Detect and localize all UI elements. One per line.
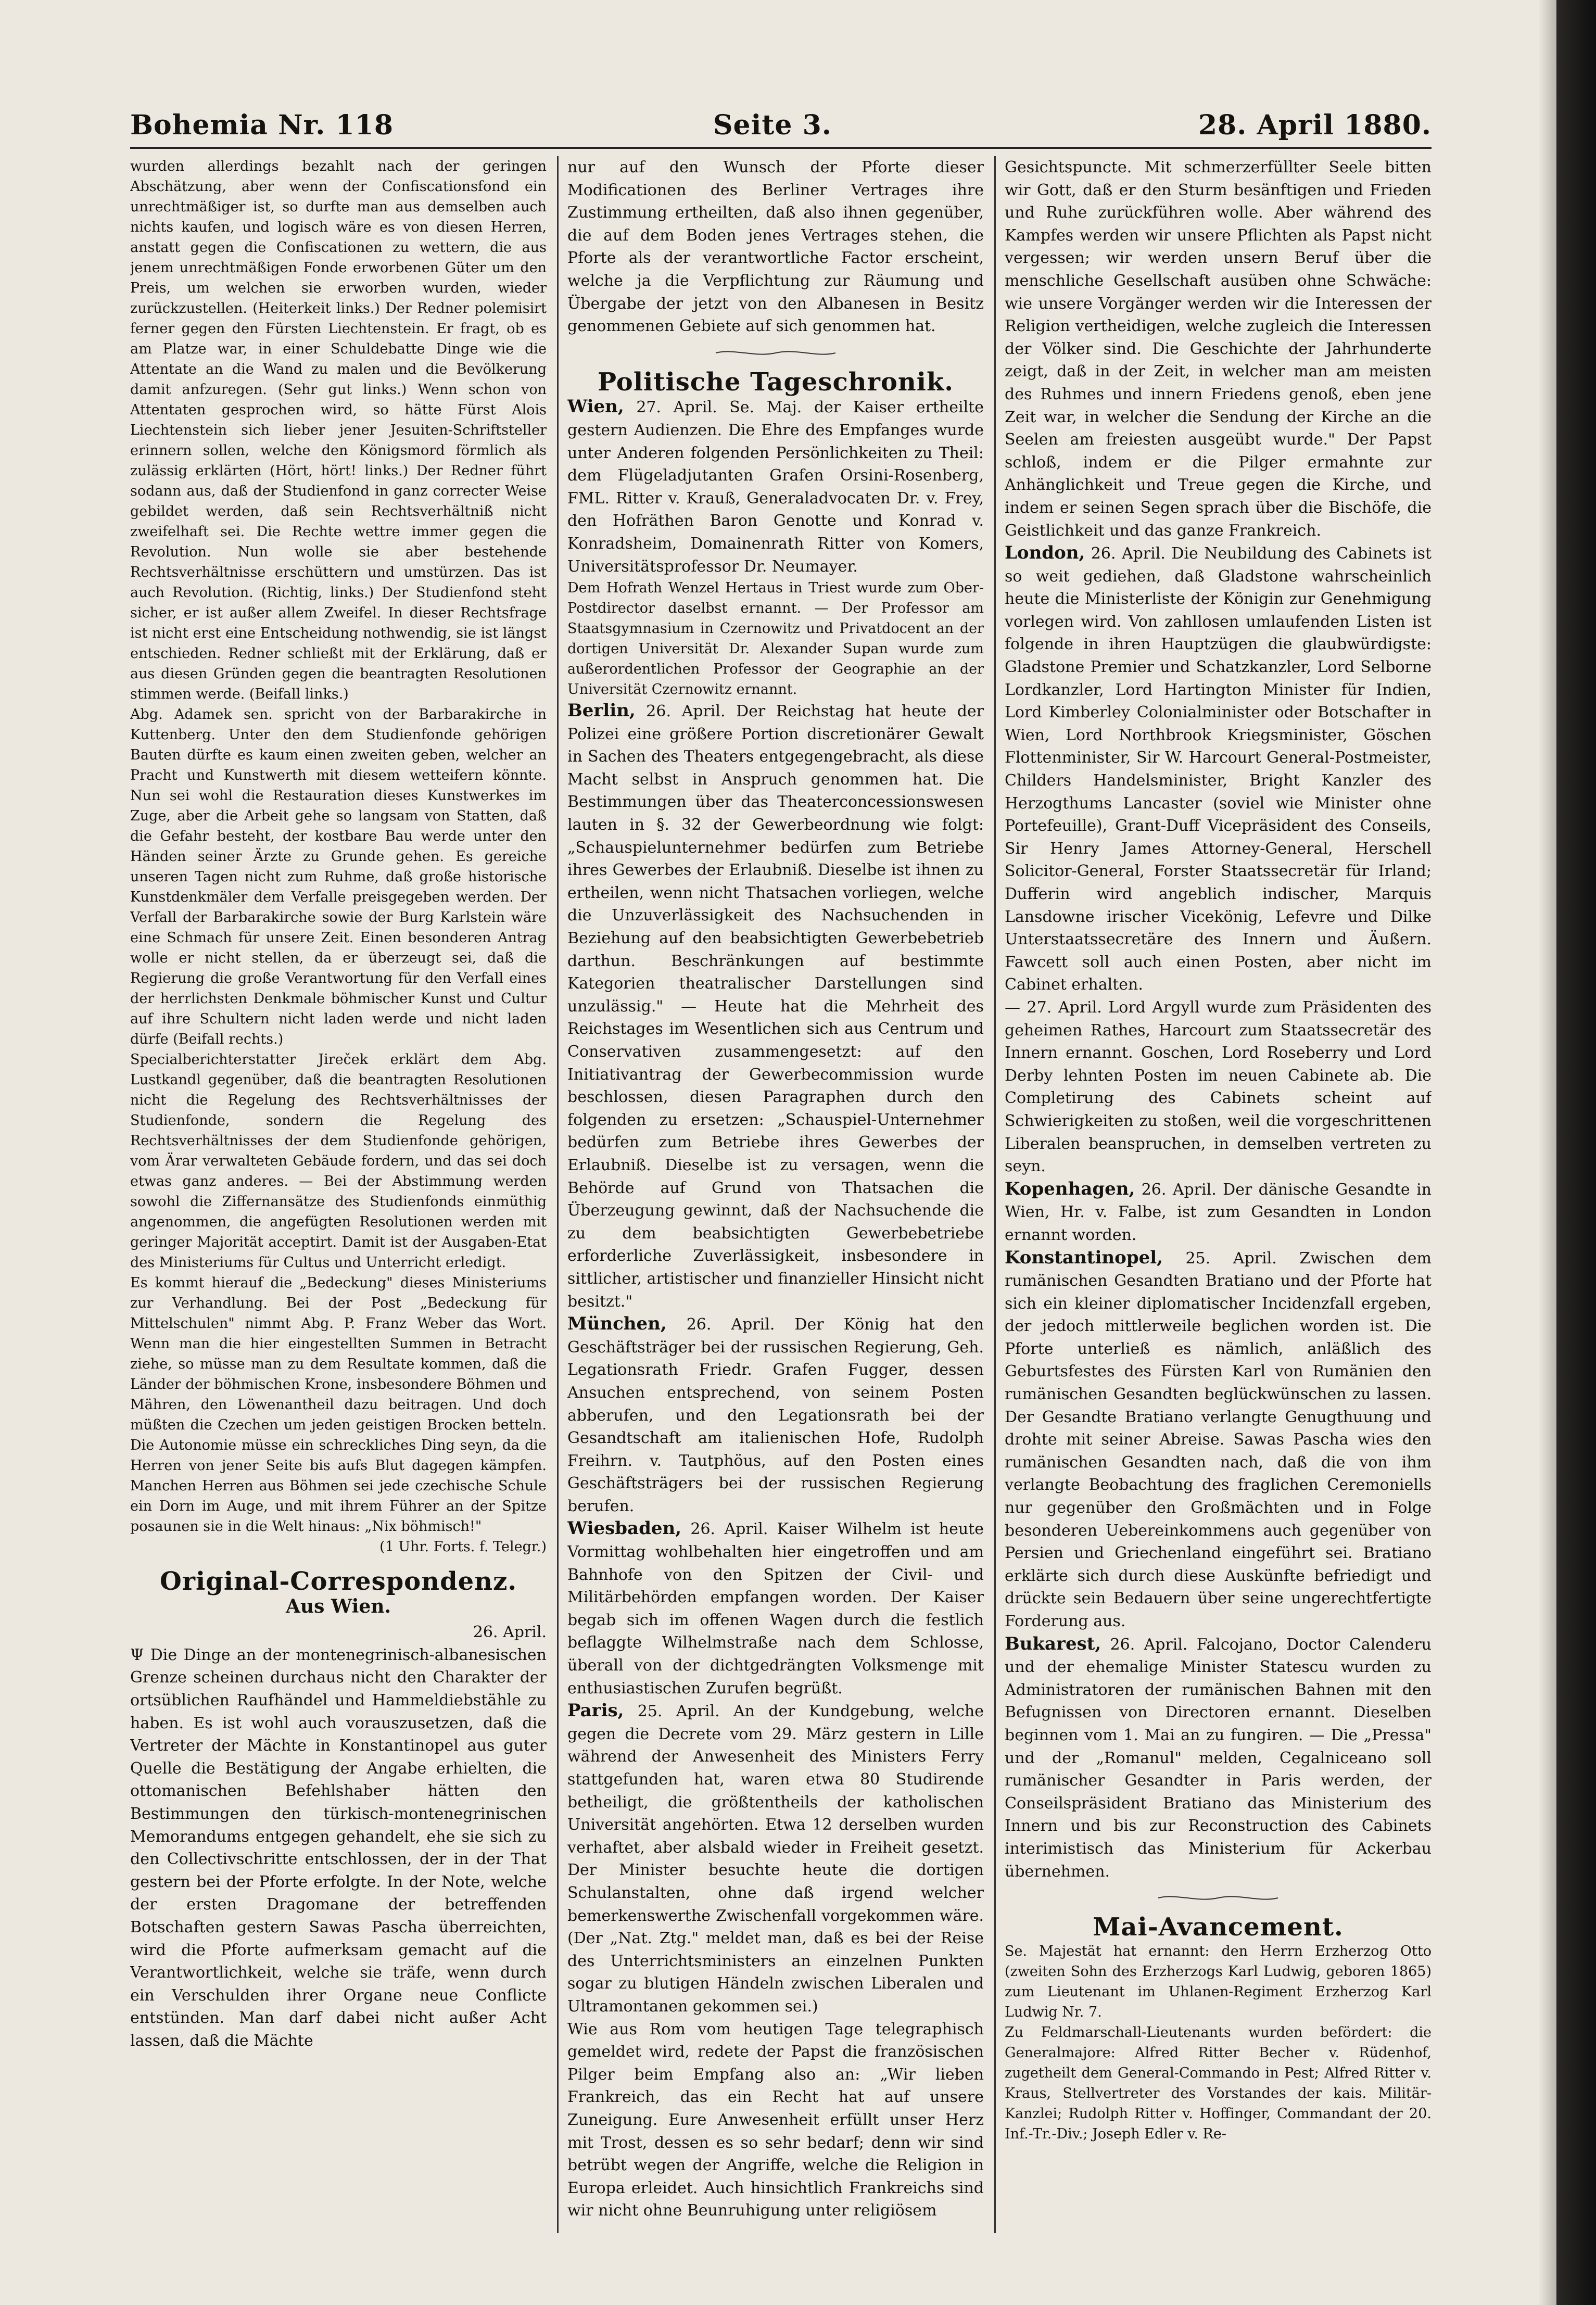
city-vienna: Wien,	[567, 396, 624, 417]
weber-speech: Es kommt hierauf die „Bedeckung" dieses Ministeriums zur Verhandlung. Bei der Post „Bedeckung für Mittelschulen" nimmt Abg. P. Franz Weber das Wort. Wenn man die hier eingestellten Summen in Betracht ziehe, so müsse man zu dem Resultate kommen, daß die Länder der böhmischen Krone, insbesondere Böhmen und Mähren, den Löwenantheil dazu beitragen. Und doch müßten die Czechen um jeden geistigen Brocken betteln. Die Autonomie müsse ein schreckliches Ding seyn, da die Herren von jener Seite bis aufs Blut dagegen kämpfen. Manchen Herren aus Böhmen sei jede czechische Schule ein Dorn im Auge, und mit ihrem Führer an der Spitze posaunen sie in die Welt hinaus: „Nix böhmisch!"	[130, 1275, 547, 1535]
column-divider-1	[557, 156, 559, 2233]
news-copenhagen	[1005, 1178, 1432, 1247]
news-rome: Wie aus Rom vom heutigen Tage telegraphisch gemeldet wird, redete der Papst die französischen Pilger beim Empfang also an: „Wir lieben Frankreich, das ein Recht hat auf unsere Zuneigung. Eure Anwesenheit erfüllt unser Herz mit Trost, dessen es so sehr bedarf; denn wir sind betrübt wegen der Angriffe, welche die Religion in Europa erleidet. Auch hinsichtlich Frankreichs sind wir nicht ohne Beunruhigung unter religiösem	[567, 2020, 984, 2220]
city-copenhagen: Kopenhagen,	[1005, 1178, 1135, 1199]
section-title-political-chronicle: Politische Tageschronik.	[598, 367, 954, 397]
news-london-text: 26. April. Die Neubildung des Cabinets ist so weit gediehen, daß Gladstone wahrscheinlich heute die Ministerliste der Königin zur Genehmigung vorlegen wird. Von zahllosen umlaufenden Listen ist folgende in ihren Hauptzügen die glaubwürdigste: Gladstone Premier und Schatzkanzler, Lord Selborne Lordkanzler, Lord Hartington Minister für Indien, Lord Kimberley Colonialminister oder Botschafter in Wien, Lord Northbrook Kriegsminister, Göschen Flottenminister, Sir W. Harcourt General-Postmeister, Childers Handelsminister, Bright Kanzler des Herzogthums Lancaster (soviel wie Minister ohne Portefeuille), Grant-Duff Vicepräsident des Conseils, Sir Henry James Attorney-General, Herschell Solicitor-General, Forster Staatssecretär für Irland; Dufferin wird angeblich indischer, Marquis Lansdowne irischer Vicekönig, Lefevre und Dilke Unterstaatssecretäre des Innern und Äußern. Fawcett soll auch einen Posten, aber nicht im Cabinet erhalten.	[1005, 544, 1432, 994]
appointments-note: Dem Hofrath Wenzel Hertaus in Triest wurde zum Ober-Postdirector daselbst ernannt. — Der Professor am Staatsgymnasium in Czernowitz und Privatdocent an der dortigen Universität Dr. Alexander Supan wurde zum außerordentlichen Professor der Geographie an der Universität Czernowitz ernannt.	[567, 580, 984, 698]
parliament-report-text: wurden allerdings bezahlt nach der geringen Abschätzung, aber wenn der Confiscationsfond ein unrechtmäßiger ist, so durfte man aus demselben auch nichts kaufen, und logisch wäre es von diesen Herren, anstatt gegen die Confiscationen zu wettern, die aus jenem unrechtmäßigen Fonde erworbenen Güter um den Preis, um welchen sie erworben wurden, wieder zurückzustellen. (Heiterkeit links.) Der Redner polemisirt ferner gegen den Fürsten Liechtenstein. Er fragt, ob es am Platze war, in einer Schuldebatte Dinge wie die Attentate an die Wand zu malen und die Bevölkerung damit anfzuregen. (Sehr gut links.) Wenn schon von Attentaten gesprochen wird, so hätte Fürst Alois Liechtenstein sich lieber jener Jesuiten-Schriftsteller erinnern sollen, welche den Königsmord förmlich als zulässig erklärten (Hört, hört! links.) Der Redner führt sodann aus, daß der Studienfond in ganz correcter Weise gebildet werden, daß sein Rechtsverhältniß nicht zweifelhaft sei. Die Rechte wettre immer gegen die Revolution. Nun wolle sie aber bestehende Rechtsverhältnisse erschüttern und umstürzen. Das ist auch Revolution. (Richtig, links.) Der Studienfond steht sicher, er ist außer allem Zweifel. In dieser Rechtsfrage ist nicht erst eine Entscheidung nothwendig, sie ist längst entschieden. Redner schließt mit der Erklärung, daß er aus diesen Gründen gegen die beantragten Resolutionen stimmen werde. (Beifall links.)	[130, 158, 547, 702]
news-bucharest-text: 26. April. Falcojano, Doctor Calenderu und der ehemalige Minister Statescu wurden zu Administratoren der rumänischen Bahnen mit den Befugnissen von Directoren ernannt. Dieselben beginnen vom 1. Mai an zu fungiren. — Die „Pressa" und der „Romanul" melden, Cegalniceano soll rumänischer Gesandter in Paris werden, der Conseilspräsident Bratiano das Ministerium des Innern und bis zur Reconstruction des Cabinets interimistisch das Ministerium für Ackerbau übernehmen.	[1005, 1635, 1432, 1881]
promotion-list: Zu Feldmarschall-Lieutenants wurden befördert: die Generalmajore: Alfred Ritter Becher v. Rüdenhof, zugetheilt dem General-Commando in Pest; Alfred Ritter v. Kraus, Stellvertreter des Vorstandes der kais. Militär-Kanzlei; Rudolph Ritter v. Hoffinger, Commandant der 20. Inf.-Tr.-Div.; Joseph Edler v. Re-	[1005, 2024, 1432, 2142]
news-copenhagen-text: 26. April. Der dänische Gesandte in Wien, Hr. v. Falbe, ist zum Gesandten in London ernannt worden.	[1005, 1180, 1432, 1244]
city-berlin: Berlin,	[567, 700, 636, 721]
section-title-correspondence: Original-Correspondenz.	[159, 1567, 517, 1596]
city-london: London,	[1005, 542, 1085, 564]
ornament-divider	[713, 348, 838, 358]
news-wiesbaden-text: 26. April. Kaiser Wilhelm ist heute Vormittag wohlbehalten hier eingetroffen und am Bahnhofe von den Spitzen der Civil- und Militärbehörden empfangen worden. Der Kaiser begab sich im offenen Wagen durch die festlich beflaggte Wilhelmstraße nach dem Schlosse, überall von der dichtgedrängten Volksmenge mit enthusiastischen Zurufen begrüßt.	[567, 1520, 984, 1698]
adamek-speech: Abg. Adamek sen. spricht von der Barbarakirche in Kuttenberg. Unter den dem Studienfonde gehörigen Bauten dürfte es kaum einen zweiten geben, welcher an Pracht und Kunstwerth mit diesem wetteifern könnte. Nun sei wohl die Restauration dieses Kunstwerkes im Zuge, aber die Arbeit gehe so langsam von Statten, daß die Gefahr besteht, der kostbare Bau werde unter den Händen seiner Ärzte zu Grunde gehen. Es gereiche unseren Tagen nicht zum Ruhme, daß große historische Kunstdenkmäler dem Verfalle preisgegeben werden. Der Verfall der Barbarakirche sowie der Burg Karlstein wäre eine Schmach für unsere Zeit. Einen besonderen Antrag wolle er nicht stellen, da er überzeugt sei, daß die Regierung die große Verantwortung für den Verfall eines der herrlichsten Denkmale böhmischer Kunst und Cultur auf ihre Schultern nicht laden werde und nicht laden dürfe (Beifall rechts.)	[130, 706, 547, 1047]
correspondence-dateline: 26. April.	[473, 1623, 547, 1642]
news-paris	[567, 1700, 984, 2018]
city-munich: München,	[567, 1313, 667, 1335]
city-bucharest: Bukarest,	[1005, 1633, 1101, 1654]
news-vienna-text: 27. April. Se. Maj. der Kaiser ertheilte gestern Audienzen. Die Ehre des Empfanges wurde unter Anderen folgenden Persönlichkeiten zu Theil: dem Flügeladjutanten Grafen Orsini-Rosenberg, FML. Ritter v. Krauß, Generaladvocaten Dr. v. Frey, den Hofräthen Baron Genotte und Konrad v. Konradsheim, Domainenrath Ritter von Komers, Universitätsprofessor Dr. Neumayer.	[567, 398, 984, 576]
telegram-note: (1 Uhr. Forts. f. Telegr.)	[379, 1539, 547, 1555]
header-rule	[130, 147, 1432, 149]
news-london	[1005, 542, 1432, 996]
issue-date: 28. April 1880.	[1198, 109, 1432, 141]
news-paris-text: 25. April. An der Kundgebung, welche gegen die Decrete vom 29. März gestern in Lille während der Anwesenheit des Ministers Ferry stattgefunden hat, waren etwa 80 Studirende betheiligt, die größtentheils der katholischen Universität angehörten. Etwa 12 derselben wurden verhaftet, aber alsbald wieder in Freiheit gesetzt. Der Minister besuchte heute die dortigen Schulanstalten, ohne daß irgend welcher bemerkenswerthe Zwischenfall vorgekommen wäre. (Der „Nat. Ztg." meldet man, daß es bei der Reise des Unterrichtsministers an einzelnen Punkten sogar zu blutigen Händeln zwischen Liberalen und Ultramontanen gekommen sei.)	[567, 1702, 984, 2016]
news-berlin	[567, 700, 984, 1313]
city-constantinople: Konstantinopel,	[1005, 1247, 1163, 1268]
news-munich	[567, 1313, 984, 1517]
news-munich-text: 26. April. Der König hat den Geschäftsträger bei der russischen Regierung, Geh. Legationsrath Friedr. Grafen Fugger, dessen Ansuchen entsprechend, von seinem Posten abberufen, und den Legationsrath bei der Gesandtschaft am italienischen Hofe, Rudolph Freihrn. v. Tautphöus, auf den Posten eines Geschäftsträgers bei der russischen Regierung berufen.	[567, 1315, 984, 1515]
column-divider-2	[994, 156, 996, 2233]
ornament-divider-2	[1156, 1893, 1281, 1903]
masthead-issue: Bohemia Nr. 118	[130, 109, 394, 141]
news-wiesbaden	[567, 1517, 984, 1700]
scan-edge	[1556, 0, 1596, 2305]
city-paris: Paris,	[567, 1700, 624, 1721]
news-vienna	[567, 396, 984, 578]
news-london-update: — 27. April. Lord Argyll wurde zum Präsidenten des geheimen Rathes, Harcourt zum Staatssecretär des Innern ernannt. Goschen, Lord Roseberry und Lord Derby lehnten Posten im neuen Cabinete ab. Die Completirung des Cabinets scheint auf Schwierigkeiten zu stoßen, weil die vorgeschrittenen Liberalen beanspruchen, in demselben vertreten zu seyn.	[1005, 998, 1432, 1176]
section-subtitle-vienna: Aus Wien.	[286, 1595, 391, 1617]
page-header	[130, 104, 1432, 151]
papal-address-continued: Gesichtspuncte. Mit schmerzerfüllter Seele bitten wir Gott, daß er den Sturm besänftigen und Frieden und Ruhe zurückführen wolle. Aber während des Kampfes werden wir unsere Pflichten als Papst nicht vergessen; wir werden unsern Beruf über die menschliche Gesellschaft ausüben ohne Schwäche: wie unsere Vorgänger werden wir die Interessen der Religion vertheidigen, welche zugleich die Interessen der Völker sind. Die Geschichte der Jahrhunderte zeigt, daß in der Zeit, in welcher man am meisten des Ruhmes und innern Friedens genoß, eben jene Zeit war, in welcher die Sendung der Kirche an die Seelen am freiesten ausgeübt wurde." Der Papst schloß, indem er die Pilger ermahnte zur Anhänglichkeit und Treue gegen die Kirche, und indem er seinen Segen sprach über die Bischöfe, die Geistlichkeit und das ganze Frankreich.	[1005, 158, 1432, 540]
correspondence-text: Ψ Die Dinge an der montenegrinisch-albanesischen Grenze scheinen durchaus nicht den Charakter der ortsüblichen Raufhändel und Hammeldiebstähle zu haben. Es ist wohl auch vorauszusetzen, daß die Vertreter der Mächte in Konstantinopel aus guter Quelle die Bestätigung der Angabe erhielten, die ottomanischen Befehlshaber hätten den Bestimmungen den türkisch-montenegrinischen Memorandums entgegen gehandelt, ehe sie sich zu den Collectivschritte entschlossen, der in der That gestern bei der Pforte erfolgte. In der Note, welche der ersten Dragomane der betreffenden Botschaften gestern Sawas Pascha überreichten, wird die Pforte aufmerksam gemacht auf die Verantwortlichkeit, welche sie träfe, wenn durch ein Verschulden ihrer Organe neue Conflicte entstünden. Man darf dabei nicht außer Acht lassen, daß die Mächte	[130, 1645, 547, 2050]
column-1	[130, 156, 547, 2238]
column-3	[1005, 156, 1432, 2238]
news-constantinople-text: 25. April. Zwischen dem rumänischen Gesandten Bratiano und der Pforte hat sich ein kleiner diplomatischer Incidenzfall ergeben, der jedoch mittlerweile beglichen worden ist. Die Pforte unterließ es nämlich, anläßlich des Geburtsfestes des Fürsten Karl von Rumänien den rumänischen Gesandten beglückwünschen zu lassen. Der Gesandte Bratiano verlangte Genugthuung und drohte mit seiner Abreise. Sawas Pascha wies den rumänischen Gesandten nach, daß die von ihm verlangte Beobachtung des fraglichen Ceremoniells nur gegenüber den Großmächten und in Folge besonderen Uebereinkommens auch gegenüber von Persien und Griechenland eingeführt sei. Bratiano erklärte sich durch diese Auskünfte befriedigt und drückte sein Bedauern über seine ungerechtfertigte Forderung aus.	[1005, 1249, 1432, 1630]
page-number: Seite 3.	[713, 109, 832, 141]
section-title-promotions: Mai-Avancement.	[1093, 1913, 1344, 1942]
news-berlin-text: 26. April. Der Reichstag hat heute der Polizei eine größere Portion discretionärer Gewalt in Sachen des Theaters entgegengebracht, als diese Macht selbst in Anspruch genommen hat. Die Bestimmungen über das Theaterconcessionswesen lauten in §. 32 der Gewerbeordnung wie folgt: „Schauspielunternehmer bedürfen zum Betriebe ihres Gewerbes der Erlaubniß. Dieselbe ist ihnen zu ertheilen, wenn nicht Thatsachen vorliegen, welche die Unzuverlässigkeit des Nachsuchenden in Beziehung auf den beabsichtigten Gewerbebetrieb darthun. Beschränkungen auf bestimmte Kategorien theatralischer Darstellungen sind unzulässig." — Heute hat die Mehrheit des Reichstages im Wesentlichen sich aus Centrum und Conservativen zusammengesetzt: auf den Initiativantrag der Gewerbecommission wurde beschlossen, diesen Paragraphen durch den folgenden zu ersetzen: „Schauspiel-Unternehmer bedürfen zum Betriebe ihres Gewerbes der Erlaubniß. Dieselbe ist zu versagen, wenn die Behörde auf Grund von Thatsachen die Überzeugung gewinnt, daß der Nachsuchende die zu dem beabsichtigten Gewerbebetriebe erforderliche Zuverlässigkeit, insbesondere in sittlicher, artistischer und finanzieller Hinsicht nicht besitzt."	[567, 702, 984, 1311]
column-2	[567, 156, 984, 2238]
news-bucharest	[1005, 1633, 1432, 1883]
news-constantinople	[1005, 1247, 1432, 1633]
city-wiesbaden: Wiesbaden,	[567, 1518, 682, 1539]
promotion-archduke: Se. Majestät hat ernannt: den Herrn Erzherzog Otto (zweiten Sohn des Erzherzogs Karl Ludwig, geboren 1865) zum Lieutenant im Uhlanen-Regiment Erzherzog Karl Ludwig Nr. 7.	[1005, 1943, 1432, 2020]
correspondence-continued: nur auf den Wunsch der Pforte dieser Modificationen des Berliner Vertrages ihre Zustimmung ertheilten, daß also ihnen gegenüber, die auf dem Boden jenes Vertrages stehen, die Pforte als der verantwortliche Factor erscheint, welche ja die Verpflichtung zur Räumung und Übergabe der jetzt von den Albanesen in Besitz genommenen Gebiete auf sich genommen hat.	[567, 158, 984, 336]
jirecek-report: Specialberichterstatter Jireček erklärt dem Abg. Lustkandl gegenüber, daß die beantragten Resolutionen nicht die Regelung des Rechtsverhältnisses der Studienfonde, sondern die Regelung des Rechtsverhältnisses der dem Studienfonde gehörigen, vom Ärar verwalteten Gebäude fordern, und das sei doch etwas ganz anderes. — Bei der Abstimmung werden sowohl die Ziffernansätze des Studienfonds einmüthig angenommen, die angefügten Resolutionen werden mit geringer Majorität acceptirt. Damit ist der Ausgaben-Etat des Ministeriums für Cultus und Unterricht erledigt.	[130, 1052, 547, 1271]
